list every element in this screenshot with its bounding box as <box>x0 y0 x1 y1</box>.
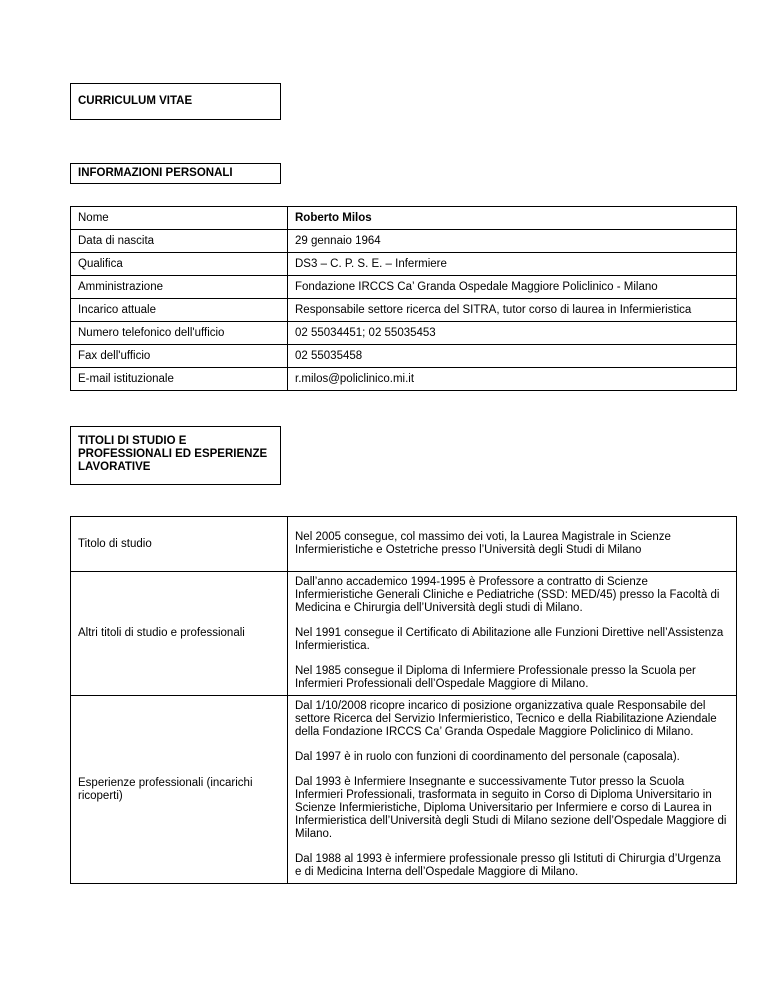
row-value-altri-titoli <box>288 572 737 696</box>
table-row <box>71 345 737 368</box>
paragraph: Dal 1/10/2008 ricopre incarico di posizione organizzativa quale Responsabile del settore Ricerca del Servizio Infermieristico, Tecnico e della Riabilitazione Aziendale della Fondazione IRCCS Ca’ Granda Ospedale Maggiore Policlinico di Milano. <box>295 700 717 738</box>
table-row <box>71 572 737 696</box>
row-value-esperienze <box>288 696 737 884</box>
cv-title: CURRICULUM VITAE <box>78 95 193 107</box>
paragraph: Nel 1985 consegue il Diploma di Infermiere Professionale presso la Scuola per Infermieri Professionali dell’Ospedale Maggiore di Milano. <box>295 665 696 690</box>
paragraph: Dal 1988 al 1993 è infermiere professionale presso gli Istituti di Chirurgia d’Urgenza e di Medicina Interna dell’Ospedale Maggiore di Milano. <box>295 853 721 878</box>
titoli-title-box <box>70 426 281 485</box>
row-label-incarico: Incarico attuale <box>71 299 288 322</box>
table-row <box>71 230 737 253</box>
row-label-fax: Fax dell'ufficio <box>71 345 288 368</box>
table-row <box>71 253 737 276</box>
row-label-data-nascita: Data di nascita <box>71 230 288 253</box>
row-label-titolo-studio: Titolo di studio <box>71 517 288 572</box>
row-value-data-nascita: 29 gennaio 1964 <box>288 230 737 253</box>
table-row <box>71 696 737 884</box>
row-value-fax: 02 55035458 <box>288 345 737 368</box>
table-row <box>71 322 737 345</box>
paragraph: Nel 1991 consegue il Certificato di Abilitazione alle Funzioni Direttive nell’Assistenza Infermieristica. <box>295 627 724 652</box>
row-value-telefono: 02 55034451; 02 55035453 <box>288 322 737 345</box>
row-value-qualifica: DS3 – C. P. S. E. – Infermiere <box>288 253 737 276</box>
paragraph: Dal 1993 è Infermiere Insegnante e successivamente Tutor presso la Scuola Infermieri Professionali, trasformata in seguito in Corso di Diploma Universitario in Scienze Infermieristiche, Diploma Universitario per Infermiere e corso di Laurea in Infermieristica dell’Università degli Studi di Milano sezione dell’Ospedale Maggiore di Milano. <box>295 776 727 840</box>
row-value-nome: Roberto Milos <box>288 207 737 230</box>
cv-title-box <box>70 83 281 120</box>
table-row <box>71 517 737 572</box>
row-label-telefono: Numero telefonico dell'ufficio <box>71 322 288 345</box>
titoli-table <box>70 516 737 884</box>
row-label-email: E-mail istituzionale <box>71 368 288 391</box>
row-value-amministrazione: Fondazione IRCCS Ca’ Granda Ospedale Maggiore Policlinico - Milano <box>288 276 737 299</box>
row-value-email: r.milos@policlinico.mi.it <box>288 368 737 391</box>
table-row <box>71 299 737 322</box>
row-label-altri-titoli: Altri titoli di studio e professionali <box>71 572 288 696</box>
table-row <box>71 207 737 230</box>
row-label-amministrazione: Amministrazione <box>71 276 288 299</box>
table-row <box>71 368 737 391</box>
row-label-esperienze: Esperienze professionali (incarichi ricoperti) <box>71 696 288 884</box>
table-row <box>71 276 737 299</box>
paragraph: Dall’anno accademico 1994-1995 è Professore a contratto di Scienze Infermieristiche Generali Cliniche e Pediatriche (SSD: MED/45) presso la Facoltà di Medicina e Chirurgia dell’Università degli studi di Milano. <box>295 576 720 614</box>
personal-info-title: INFORMAZIONI PERSONALI <box>78 167 233 179</box>
row-value-incarico: Responsabile settore ricerca del SITRA, tutor corso di laurea in Infermieristica <box>288 299 737 322</box>
row-label-nome: Nome <box>71 207 288 230</box>
personal-info-table <box>70 206 737 391</box>
paragraph: Dal 1997 è in ruolo con funzioni di coordinamento del personale (caposala). <box>295 751 680 763</box>
row-label-qualifica: Qualifica <box>71 253 288 276</box>
titoli-title: TITOLI DI STUDIO E PROFESSIONALI ED ESPERIENZE LAVORATIVE <box>78 435 268 473</box>
personal-info-title-box <box>70 163 281 184</box>
paragraph: Nel 2005 consegue, col massimo dei voti, la Laurea Magistrale in Scienze Infermieristiche e Ostetriche presso l’Università degli Studi di Milano <box>295 531 671 556</box>
row-value-titolo-studio <box>288 517 737 572</box>
